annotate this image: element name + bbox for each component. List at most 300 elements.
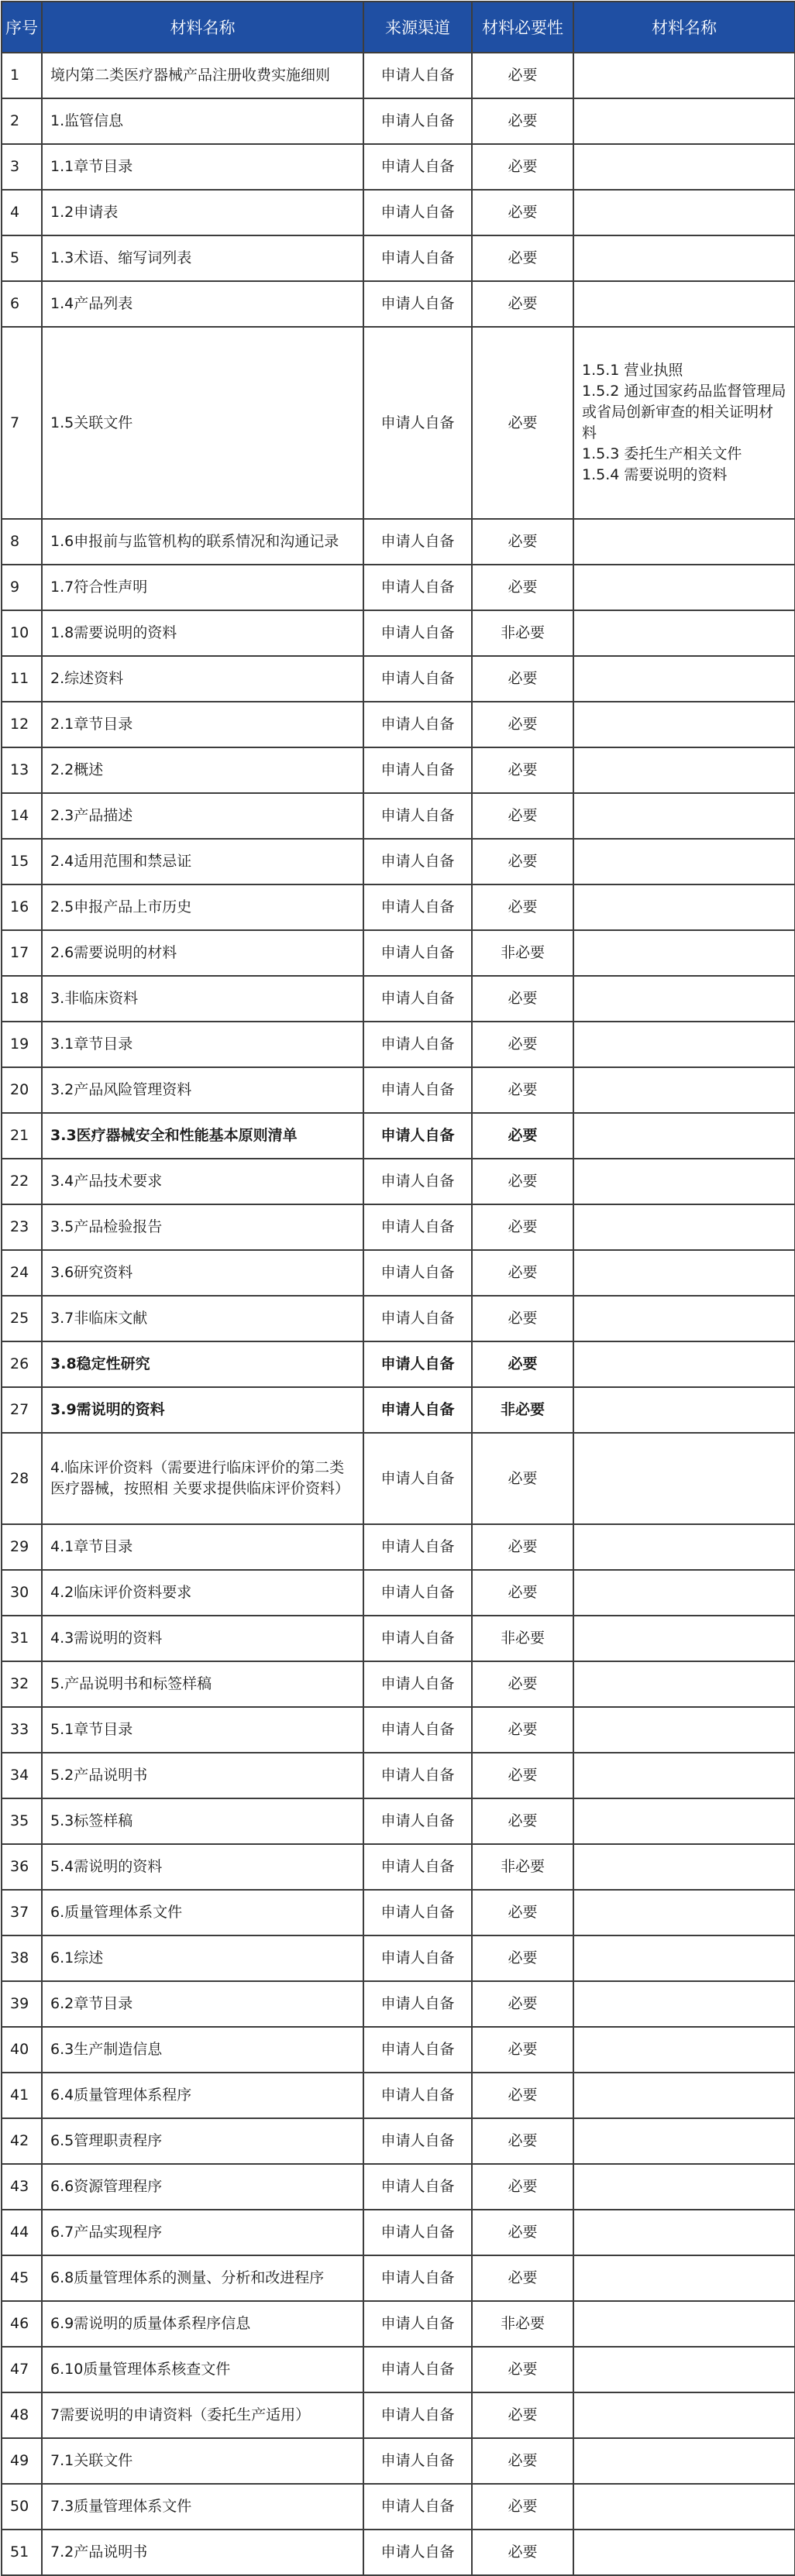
row-index: 23 (2, 1204, 42, 1250)
row-source: 申请人自备 (363, 1661, 472, 1707)
note-line: 1.5.2 通过国家药品监督管理局或省局创新审查的相关证明材料 (582, 383, 786, 441)
header-source: 来源渠道 (363, 2, 472, 53)
row-required: 必要 (472, 2347, 573, 2392)
row-source: 申请人自备 (363, 1570, 472, 1616)
row-note (573, 2438, 795, 2484)
row-index: 11 (2, 656, 42, 702)
row-note (573, 1890, 795, 1935)
table-row (2, 281, 795, 327)
row-index: 33 (2, 1707, 42, 1753)
row-index: 6 (2, 281, 42, 327)
row-source: 申请人自备 (363, 1798, 472, 1844)
row-required: 非必要 (472, 1616, 573, 1661)
row-note (573, 2255, 795, 2301)
row-source: 申请人自备 (363, 1204, 472, 1250)
table-row (2, 1296, 795, 1341)
row-source: 申请人自备 (363, 2392, 472, 2438)
row-note (573, 1661, 795, 1707)
row-index: 48 (2, 2392, 42, 2438)
row-source: 申请人自备 (363, 1935, 472, 1981)
table-row (2, 1753, 795, 1798)
row-required: 必要 (472, 1204, 573, 1250)
row-source: 申请人自备 (363, 2438, 472, 2484)
header-row (2, 2, 795, 53)
row-required: 必要 (472, 1022, 573, 1067)
row-note (573, 1341, 795, 1387)
table-row (2, 1204, 795, 1250)
row-note (573, 1022, 795, 1067)
row-source: 申请人自备 (363, 1981, 472, 2027)
row-required: 必要 (472, 1981, 573, 2027)
row-required: 必要 (472, 839, 573, 884)
row-source: 申请人自备 (363, 884, 472, 930)
row-index: 20 (2, 1067, 42, 1113)
row-required: 必要 (472, 747, 573, 793)
table-row (2, 327, 795, 519)
row-material-name: 3.8稳定性研究 (42, 1341, 363, 1387)
row-material-name: 6.1综述 (42, 1935, 363, 1981)
header-required: 材料必要性 (472, 2, 573, 53)
row-note (573, 1981, 795, 2027)
table-row (2, 2118, 795, 2164)
row-required: 必要 (472, 1707, 573, 1753)
header-index: 序号 (2, 2, 42, 53)
row-material-name: 3.6研究资料 (42, 1250, 363, 1296)
row-required: 必要 (472, 1890, 573, 1935)
row-material-name: 1.3术语、缩写词列表 (42, 235, 363, 281)
row-source: 申请人自备 (363, 190, 472, 235)
row-required: 必要 (472, 1341, 573, 1387)
table-row (2, 793, 795, 839)
row-source: 申请人自备 (363, 2301, 472, 2347)
row-source: 申请人自备 (363, 1844, 472, 1890)
row-required: 必要 (472, 565, 573, 610)
row-required: 必要 (472, 2073, 573, 2118)
row-required: 必要 (472, 2210, 573, 2255)
row-material-name: 3.3医疗器械安全和性能基本原则清单 (42, 1113, 363, 1159)
row-source: 申请人自备 (363, 1067, 472, 1113)
table-row (2, 1707, 795, 1753)
row-source: 申请人自备 (363, 281, 472, 327)
row-source: 申请人自备 (363, 2484, 472, 2530)
row-required: 必要 (472, 702, 573, 747)
row-required: 非必要 (472, 610, 573, 656)
row-required: 必要 (472, 1570, 573, 1616)
row-source: 申请人自备 (363, 1113, 472, 1159)
row-source: 申请人自备 (363, 610, 472, 656)
row-index: 19 (2, 1022, 42, 1067)
row-required: 必要 (472, 1159, 573, 1204)
table-row (2, 1067, 795, 1113)
row-index: 5 (2, 235, 42, 281)
row-index: 47 (2, 2347, 42, 2392)
row-note (573, 976, 795, 1022)
row-note (573, 53, 795, 98)
table-row (2, 930, 795, 976)
row-note (573, 2210, 795, 2255)
row-source: 申请人自备 (363, 327, 472, 519)
row-required: 必要 (472, 519, 573, 565)
row-note (573, 1387, 795, 1433)
row-material-name: 6.7产品实现程序 (42, 2210, 363, 2255)
table-row (2, 1387, 795, 1433)
row-material-name: 7.3质量管理体系文件 (42, 2484, 363, 2530)
row-required: 必要 (472, 190, 573, 235)
table-row (2, 2073, 795, 2118)
row-note (573, 1250, 795, 1296)
row-source: 申请人自备 (363, 565, 472, 610)
table-row (2, 1661, 795, 1707)
row-source: 申请人自备 (363, 519, 472, 565)
row-source: 申请人自备 (363, 839, 472, 884)
table-row (2, 519, 795, 565)
row-material-name: 2.4适用范围和禁忌证 (42, 839, 363, 884)
row-required: 必要 (472, 2164, 573, 2210)
row-required: 必要 (472, 2392, 573, 2438)
row-source: 申请人自备 (363, 1387, 472, 1433)
row-index: 22 (2, 1159, 42, 1204)
row-required: 必要 (472, 2118, 573, 2164)
row-note (573, 235, 795, 281)
table-row (2, 610, 795, 656)
row-material-name: 3.9需说明的资料 (42, 1387, 363, 1433)
row-material-name: 1.4产品列表 (42, 281, 363, 327)
row-material-name: 3.2产品风险管理资料 (42, 1067, 363, 1113)
row-note (573, 1204, 795, 1250)
row-required: 必要 (472, 2255, 573, 2301)
row-note (573, 2530, 795, 2575)
table-row (2, 2301, 795, 2347)
header-name: 材料名称 (42, 2, 363, 53)
row-material-name: 4.2临床评价资料要求 (42, 1570, 363, 1616)
row-index: 17 (2, 930, 42, 976)
row-index: 25 (2, 1296, 42, 1341)
row-note (573, 839, 795, 884)
row-material-name: 3.5产品检验报告 (42, 1204, 363, 1250)
row-required: 非必要 (472, 1844, 573, 1890)
row-note (573, 2301, 795, 2347)
row-source: 申请人自备 (363, 1022, 472, 1067)
table-row (2, 1616, 795, 1661)
row-index: 16 (2, 884, 42, 930)
row-required: 必要 (472, 1113, 573, 1159)
row-note (573, 565, 795, 610)
row-index: 49 (2, 2438, 42, 2484)
row-material-name: 3.非临床资料 (42, 976, 363, 1022)
row-material-name: 1.1章节目录 (42, 144, 363, 190)
row-required: 必要 (472, 1296, 573, 1341)
table-row (2, 976, 795, 1022)
row-source: 申请人自备 (363, 930, 472, 976)
row-index: 40 (2, 2027, 42, 2073)
row-note (573, 1296, 795, 1341)
row-index: 15 (2, 839, 42, 884)
table-row (2, 2392, 795, 2438)
row-source: 申请人自备 (363, 1159, 472, 1204)
row-note (573, 2027, 795, 2073)
row-index: 36 (2, 1844, 42, 1890)
row-index: 3 (2, 144, 42, 190)
row-index: 50 (2, 2484, 42, 2530)
row-source: 申请人自备 (363, 1250, 472, 1296)
row-required: 非必要 (472, 1387, 573, 1433)
table-row (2, 1113, 795, 1159)
row-index: 13 (2, 747, 42, 793)
table-row (2, 2347, 795, 2392)
table-row (2, 1433, 795, 1524)
row-index: 32 (2, 1661, 42, 1707)
row-index: 29 (2, 1524, 42, 1570)
row-note (573, 747, 795, 793)
row-note (573, 1798, 795, 1844)
table-row (2, 839, 795, 884)
row-note (573, 190, 795, 235)
row-source: 申请人自备 (363, 2164, 472, 2210)
row-material-name: 7.1关联文件 (42, 2438, 363, 2484)
row-required: 必要 (472, 281, 573, 327)
row-index: 28 (2, 1433, 42, 1524)
row-index: 1 (2, 53, 42, 98)
table-row (2, 2210, 795, 2255)
row-note (573, 702, 795, 747)
row-material-name: 6.5管理职责程序 (42, 2118, 363, 2164)
table-row (2, 2484, 795, 2530)
row-index: 2 (2, 98, 42, 144)
row-required: 必要 (472, 2438, 573, 2484)
row-required: 必要 (472, 1250, 573, 1296)
row-note (573, 2118, 795, 2164)
row-note (573, 519, 795, 565)
row-material-name: 6.3生产制造信息 (42, 2027, 363, 2073)
table-row (2, 1524, 795, 1570)
row-index: 41 (2, 2073, 42, 2118)
table-row (2, 1250, 795, 1296)
row-required: 必要 (472, 1753, 573, 1798)
row-index: 38 (2, 1935, 42, 1981)
row-required: 必要 (472, 976, 573, 1022)
row-note (573, 2347, 795, 2392)
row-index: 37 (2, 1890, 42, 1935)
row-source: 申请人自备 (363, 2210, 472, 2255)
row-source: 申请人自备 (363, 53, 472, 98)
table-row (2, 1981, 795, 2027)
row-index: 45 (2, 2255, 42, 2301)
row-material-name: 2.3产品描述 (42, 793, 363, 839)
row-material-name: 2.1章节目录 (42, 702, 363, 747)
row-material-name: 6.8质量管理体系的测量、分析和改进程序 (42, 2255, 363, 2301)
row-material-name: 6.6资源管理程序 (42, 2164, 363, 2210)
materials-table (1, 1, 795, 2576)
row-index: 39 (2, 1981, 42, 2027)
row-material-name: 7需要说明的申请资料（委托生产适用） (42, 2392, 363, 2438)
row-note (573, 2073, 795, 2118)
row-source: 申请人自备 (363, 1433, 472, 1524)
row-note (573, 1570, 795, 1616)
row-index: 8 (2, 519, 42, 565)
row-material-name: 2.5申报产品上市历史 (42, 884, 363, 930)
row-source: 申请人自备 (363, 2255, 472, 2301)
row-material-name: 6.2章节目录 (42, 1981, 363, 2027)
row-material-name: 4.临床评价资料（需要进行临床评价的第二类医疗器械，按照相 关要求提供临床评价资料） (42, 1433, 363, 1524)
row-required: 必要 (472, 98, 573, 144)
row-source: 申请人自备 (363, 1707, 472, 1753)
row-material-name: 5.1章节目录 (42, 1707, 363, 1753)
row-material-name: 1.监管信息 (42, 98, 363, 144)
table-row (2, 1890, 795, 1935)
row-required: 非必要 (472, 2301, 573, 2347)
table-row (2, 53, 795, 98)
row-required: 必要 (472, 1433, 573, 1524)
row-required: 必要 (472, 1524, 573, 1570)
note-line: 1.5.1 营业执照 (582, 362, 683, 379)
table-row (2, 98, 795, 144)
row-material-name: 4.3需说明的资料 (42, 1616, 363, 1661)
table-row (2, 2027, 795, 2073)
row-index: 35 (2, 1798, 42, 1844)
row-material-name: 5.2产品说明书 (42, 1753, 363, 1798)
row-note (573, 1707, 795, 1753)
row-index: 46 (2, 2301, 42, 2347)
table-row (2, 235, 795, 281)
row-note (573, 1433, 795, 1524)
row-material-name: 2.6需要说明的材料 (42, 930, 363, 976)
row-required: 必要 (472, 1661, 573, 1707)
row-required: 必要 (472, 1798, 573, 1844)
table-row (2, 2438, 795, 2484)
row-source: 申请人自备 (363, 656, 472, 702)
row-note (573, 884, 795, 930)
row-index: 31 (2, 1616, 42, 1661)
row-note (573, 2164, 795, 2210)
table-row (2, 2164, 795, 2210)
row-required: 必要 (472, 327, 573, 519)
row-note (573, 2392, 795, 2438)
row-index: 26 (2, 1341, 42, 1387)
row-source: 申请人自备 (363, 2347, 472, 2392)
row-source: 申请人自备 (363, 1296, 472, 1341)
row-required: 非必要 (472, 930, 573, 976)
row-material-name: 2.2概述 (42, 747, 363, 793)
row-note (573, 1753, 795, 1798)
row-index: 4 (2, 190, 42, 235)
row-required: 必要 (472, 1935, 573, 1981)
row-material-name: 5.产品说明书和标签样稿 (42, 1661, 363, 1707)
row-source: 申请人自备 (363, 2073, 472, 2118)
row-source: 申请人自备 (363, 1524, 472, 1570)
table-row (2, 1159, 795, 1204)
table-row (2, 1798, 795, 1844)
row-source: 申请人自备 (363, 2118, 472, 2164)
row-required: 必要 (472, 884, 573, 930)
row-required: 必要 (472, 2530, 573, 2575)
row-required: 必要 (472, 235, 573, 281)
row-required: 必要 (472, 656, 573, 702)
row-index: 14 (2, 793, 42, 839)
row-source: 申请人自备 (363, 1753, 472, 1798)
table-row (2, 2255, 795, 2301)
row-material-name: 1.8需要说明的资料 (42, 610, 363, 656)
table-row (2, 2530, 795, 2575)
table-row (2, 144, 795, 190)
row-material-name: 1.2申请表 (42, 190, 363, 235)
row-source: 申请人自备 (363, 976, 472, 1022)
row-index: 21 (2, 1113, 42, 1159)
row-source: 申请人自备 (363, 1341, 472, 1387)
table-row (2, 884, 795, 930)
row-material-name: 5.4需说明的资料 (42, 1844, 363, 1890)
row-note (573, 2484, 795, 2530)
table-row (2, 702, 795, 747)
table-row (2, 1341, 795, 1387)
row-index: 42 (2, 2118, 42, 2164)
row-index: 34 (2, 1753, 42, 1798)
row-note (573, 98, 795, 144)
row-index: 27 (2, 1387, 42, 1433)
row-material-name: 6.质量管理体系文件 (42, 1890, 363, 1935)
row-required: 必要 (472, 53, 573, 98)
table-body (2, 53, 795, 2575)
row-material-name: 1.6申报前与监管机构的联系情况和沟通记录 (42, 519, 363, 565)
row-required: 必要 (472, 1067, 573, 1113)
row-material-name: 3.1章节目录 (42, 1022, 363, 1067)
table-row (2, 656, 795, 702)
row-index: 44 (2, 2210, 42, 2255)
row-material-name: 4.1章节目录 (42, 1524, 363, 1570)
row-material-name: 6.4质量管理体系程序 (42, 2073, 363, 2118)
table-row (2, 190, 795, 235)
row-index: 43 (2, 2164, 42, 2210)
row-note (573, 930, 795, 976)
row-source: 申请人自备 (363, 98, 472, 144)
row-source: 申请人自备 (363, 235, 472, 281)
row-note (573, 1844, 795, 1890)
row-source: 申请人自备 (363, 747, 472, 793)
row-material-name: 5.3标签样稿 (42, 1798, 363, 1844)
row-index: 24 (2, 1250, 42, 1296)
row-index: 9 (2, 565, 42, 610)
row-note (573, 1935, 795, 1981)
row-note (573, 327, 795, 519)
row-index: 7 (2, 327, 42, 519)
row-material-name: 1.5关联文件 (42, 327, 363, 519)
row-material-name: 境内第二类医疗器械产品注册收费实施细则 (42, 53, 363, 98)
row-index: 51 (2, 2530, 42, 2575)
row-note (573, 1616, 795, 1661)
table-row (2, 565, 795, 610)
row-note (573, 1159, 795, 1204)
row-material-name: 6.9需说明的质量体系程序信息 (42, 2301, 363, 2347)
row-index: 12 (2, 702, 42, 747)
row-required: 必要 (472, 2484, 573, 2530)
row-required: 必要 (472, 144, 573, 190)
row-source: 申请人自备 (363, 1890, 472, 1935)
row-index: 30 (2, 1570, 42, 1616)
row-source: 申请人自备 (363, 2530, 472, 2575)
row-material-name: 2.综述资料 (42, 656, 363, 702)
row-note (573, 793, 795, 839)
row-source: 申请人自备 (363, 2027, 472, 2073)
note-line: 1.5.4 需要说明的资料 (582, 466, 728, 483)
note-line: 1.5.3 委托生产相关文件 (582, 445, 742, 462)
table-row (2, 1570, 795, 1616)
row-source: 申请人自备 (363, 702, 472, 747)
row-source: 申请人自备 (363, 1616, 472, 1661)
header-note: 材料名称 (573, 2, 795, 53)
row-material-name: 1.7符合性声明 (42, 565, 363, 610)
row-note (573, 1067, 795, 1113)
table-row (2, 1022, 795, 1067)
row-source: 申请人自备 (363, 793, 472, 839)
